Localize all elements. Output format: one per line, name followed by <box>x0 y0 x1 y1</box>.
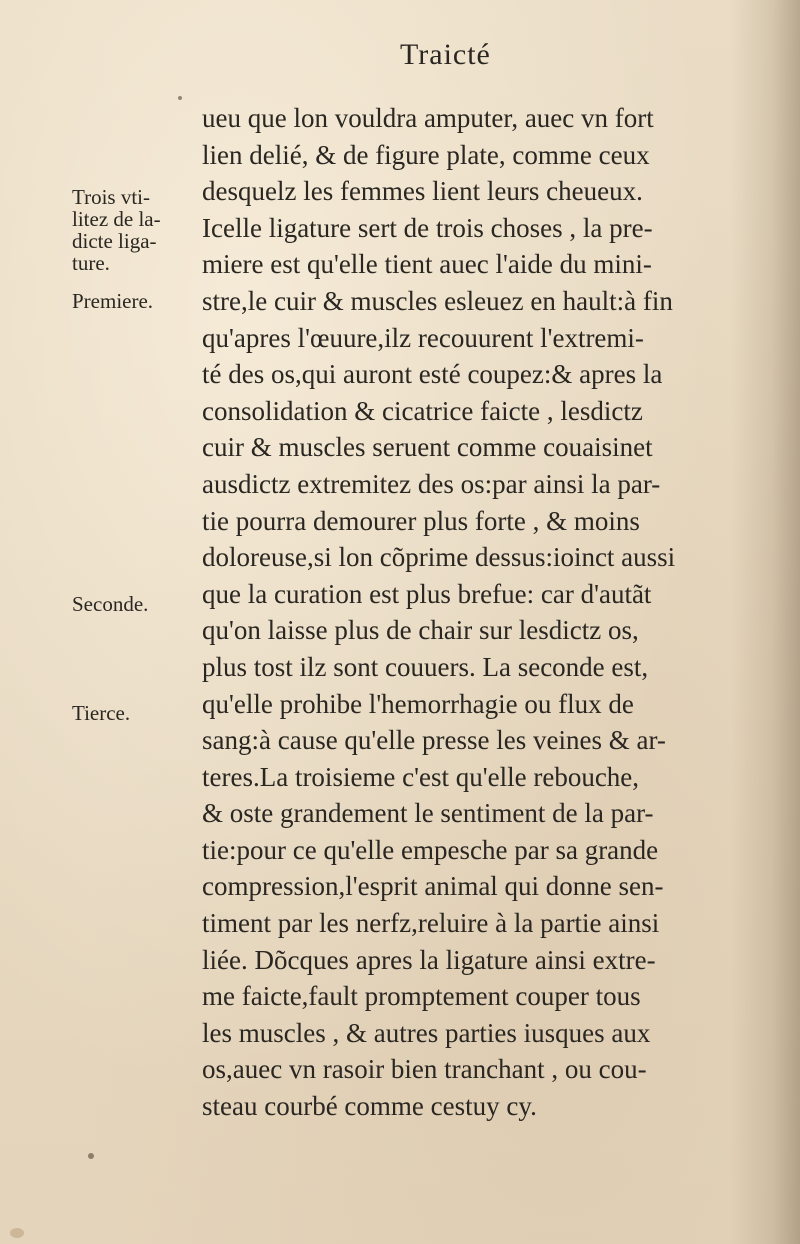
margin-note-line: Trois vti- <box>72 185 151 209</box>
text-line: que la curation est plus brefue: car d'autãt <box>202 578 652 609</box>
text-line: teres.La troisieme c'est qu'elle rebouche, <box>202 761 640 792</box>
text-line: qu'elle prohibe l'hemorrhagie ou flux de <box>202 688 634 719</box>
text-line: Icelle ligature sert de trois choses , la pre- <box>202 212 653 243</box>
text-line: les muscles , & autres parties iusques aux <box>202 1017 651 1048</box>
text-line: qu'apres l'œuure,ilz recouurent l'extremi- <box>202 322 644 353</box>
text-line: & oste grandement le sentiment de la par- <box>202 798 654 829</box>
ink-speck <box>88 1153 94 1159</box>
text-line: timent par les nerfz,reluire à la partie ainsi <box>202 908 660 939</box>
text-line: sang:à cause qu'elle presse les veines & ar- <box>202 725 666 756</box>
margin-note-line: dicte liga- <box>72 229 157 253</box>
text-line: me faicte,fault promptement couper tous <box>202 981 641 1012</box>
margin-note-premiere <box>72 290 202 312</box>
text-line: stre,le cuir & muscles esleuez en hault:à fin <box>202 285 673 316</box>
margin-note-seconde <box>72 593 202 615</box>
text-line: compression,l'esprit animal qui donne sen- <box>202 871 664 902</box>
margin-note-line: litez de la- <box>72 207 161 231</box>
text-line: consolidation & cicatrice faicte , lesdictz <box>202 395 643 426</box>
margin-note-tierce <box>72 702 202 724</box>
running-head: Traicté <box>400 38 491 71</box>
text-line: tie pourra demourer plus forte , & moins <box>202 505 640 536</box>
body-text <box>202 100 742 1125</box>
text-line: miere est qu'elle tient auec l'aide du mini- <box>202 249 652 280</box>
text-line: steau courbé comme cestuy cy. <box>202 1091 537 1122</box>
margin-note-line: Tierce. <box>72 701 131 725</box>
text-line: tie:pour ce qu'elle empesche par sa grande <box>202 834 659 865</box>
margin-note-line: Premiere. <box>72 289 154 313</box>
text-line: ausdictz extremitez des os:par ainsi la par- <box>202 468 661 499</box>
text-line: os,auec vn rasoir bien tranchant , ou cou- <box>202 1054 647 1085</box>
text-line: cuir & muscles seruent comme couaisinet <box>202 432 653 463</box>
text-line: té des os,qui auront esté coupez:& apres la <box>202 359 663 390</box>
margin-note-trois-vtilitez <box>72 186 202 274</box>
margin-note-line: ture. <box>72 251 110 275</box>
text-line: ueu que lon vouldra amputer, auec vn fort <box>202 103 654 133</box>
margin-note-line: Seconde. <box>72 592 149 616</box>
text-line: lien delié, & de figure plate, comme ceux <box>202 139 650 170</box>
text-line: liée. Dõcques apres la ligature ainsi extre- <box>202 944 656 975</box>
text-line: qu'on laisse plus de chair sur lesdictz os, <box>202 615 639 646</box>
text-line: desquelz les femmes lient leurs cheueux. <box>202 176 643 207</box>
text-line: doloreuse,si lon cõprime dessus:ioinct aussi <box>202 542 676 573</box>
ink-speck <box>178 96 182 100</box>
text-line: plus tost ilz sont couuers. La seconde est, <box>202 651 649 682</box>
paper-stain <box>10 1228 24 1238</box>
